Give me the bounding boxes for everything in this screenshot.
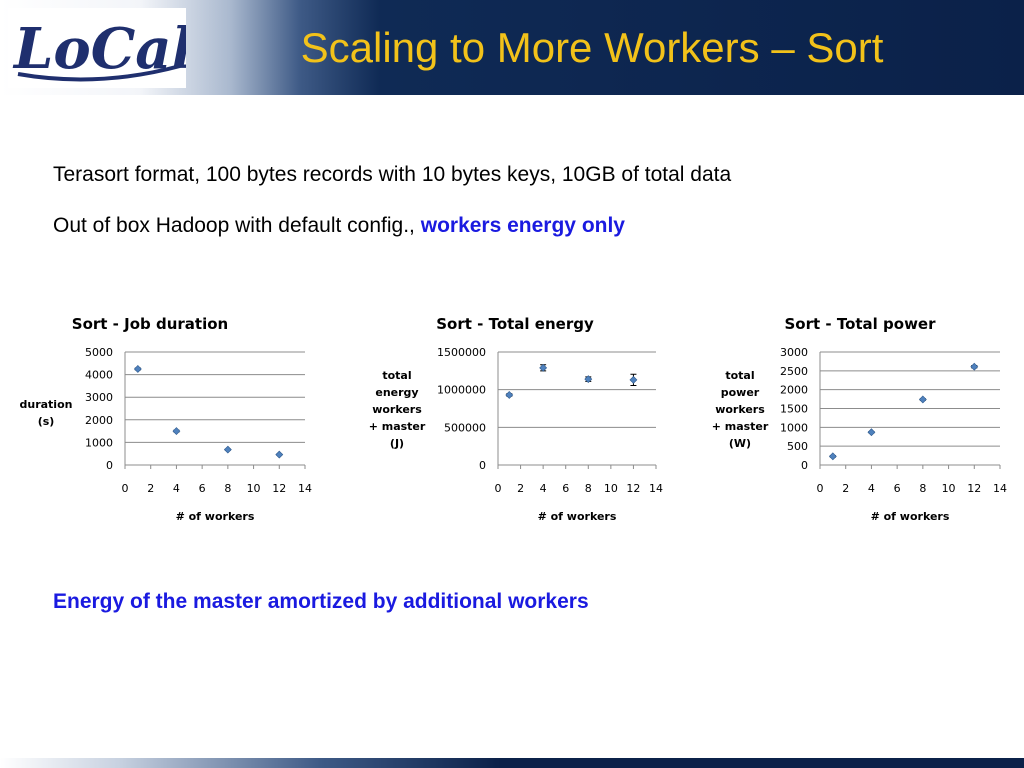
y-tick-label: 0: [479, 459, 486, 472]
slide-header: [0, 0, 1024, 95]
y-axis-label: (J): [389, 437, 405, 450]
slide-footer: [0, 758, 1024, 768]
x-tick-label: 8: [919, 482, 927, 495]
data-point: [971, 363, 978, 370]
chart-svg: [360, 305, 690, 535]
x-tick-label: 14: [649, 482, 663, 495]
workers-energy-highlight: workers energy only: [420, 214, 625, 237]
y-axis-label: total: [725, 369, 755, 382]
chart-title: Sort - Job duration: [71, 315, 229, 333]
y-tick-label: 0: [801, 459, 808, 472]
y-axis-label: + master: [368, 420, 426, 433]
data-point: [224, 446, 231, 453]
y-tick-label: 4000: [85, 368, 113, 382]
data-point: [868, 429, 875, 436]
y-axis-label: duration: [19, 398, 73, 411]
x-tick-label: 14: [993, 482, 1007, 495]
y-tick-label: 3000: [85, 391, 113, 405]
x-tick-label: 14: [298, 482, 312, 495]
data-point: [540, 364, 547, 371]
y-axis-label: + master: [711, 420, 769, 433]
data-point: [276, 451, 283, 458]
description-line-1: Terasort format, 100 bytes records with 10 bytes keys, 10GB of total data: [53, 163, 732, 186]
x-tick-label: 4: [867, 482, 875, 495]
y-axis-label: energy: [375, 386, 419, 399]
x-axis-label: # of workers: [537, 510, 617, 523]
x-tick-label: 8: [224, 482, 232, 495]
y-tick-label: 1500000: [437, 346, 486, 359]
y-tick-label: 2000: [780, 383, 808, 397]
y-axis-label: workers: [715, 403, 765, 416]
svg-text:LoCal: LoCal: [14, 16, 186, 82]
y-tick-label: 2500: [780, 364, 808, 378]
y-tick-label: 500000: [444, 421, 486, 435]
x-tick-label: 6: [893, 482, 901, 495]
x-tick-label: 12: [626, 482, 641, 495]
x-tick-label: 6: [198, 482, 206, 495]
x-tick-label: 10: [603, 482, 618, 495]
data-point: [919, 396, 926, 403]
x-tick-label: 8: [584, 482, 592, 495]
chart-svg: [15, 305, 345, 535]
chart-svg: [700, 305, 1024, 535]
x-axis-label: # of workers: [175, 510, 255, 523]
x-tick-label: 12: [272, 482, 287, 495]
y-tick-label: 1000: [780, 421, 808, 435]
x-tick-label: 2: [842, 482, 850, 495]
x-tick-label: 0: [816, 482, 824, 495]
x-tick-label: 2: [517, 482, 525, 495]
y-axis-label: (s): [37, 415, 55, 428]
chart-job-duration: [15, 305, 345, 535]
y-tick-label: 2000: [85, 413, 113, 427]
chart-title: Sort - Total energy: [436, 315, 594, 333]
y-tick-label: 0: [106, 459, 113, 472]
x-tick-label: 2: [147, 482, 155, 495]
x-tick-label: 10: [941, 482, 956, 495]
y-tick-label: 1000: [85, 436, 113, 450]
y-axis-label: (W): [728, 437, 752, 450]
data-point: [829, 453, 836, 460]
y-tick-label: 1500: [780, 402, 808, 416]
y-tick-label: 5000: [85, 346, 113, 359]
chart-total-power: [700, 305, 1024, 535]
chart-title: Sort - Total power: [784, 315, 936, 333]
x-tick-label: 12: [967, 482, 982, 495]
data-point: [134, 365, 141, 372]
x-tick-label: 4: [172, 482, 180, 495]
data-point: [506, 391, 513, 398]
slide-title: Scaling to More Workers – Sort: [300, 24, 884, 71]
x-axis-label: # of workers: [870, 510, 950, 523]
bottom-note: Energy of the master amortized by additional workers: [53, 590, 589, 613]
y-tick-label: 3000: [780, 346, 808, 359]
local-logo-wordmark: [8, 8, 186, 88]
x-tick-label: 4: [539, 482, 547, 495]
y-axis-label: workers: [372, 403, 422, 416]
data-point: [630, 376, 637, 383]
data-point: [173, 428, 180, 435]
x-tick-label: 0: [121, 482, 129, 495]
x-tick-label: 10: [246, 482, 261, 495]
description-line-2-prefix: Out of box Hadoop with default config.,: [53, 214, 421, 237]
x-tick-label: 0: [494, 482, 502, 495]
chart-total-energy: [360, 305, 690, 535]
y-axis-label: total: [382, 369, 412, 382]
x-tick-label: 6: [562, 482, 570, 495]
local-logo: [8, 8, 186, 88]
y-tick-label: 500: [787, 440, 808, 454]
y-tick-label: 1000000: [437, 383, 486, 397]
description-line-2: [53, 214, 625, 238]
y-axis-label: power: [720, 386, 760, 399]
